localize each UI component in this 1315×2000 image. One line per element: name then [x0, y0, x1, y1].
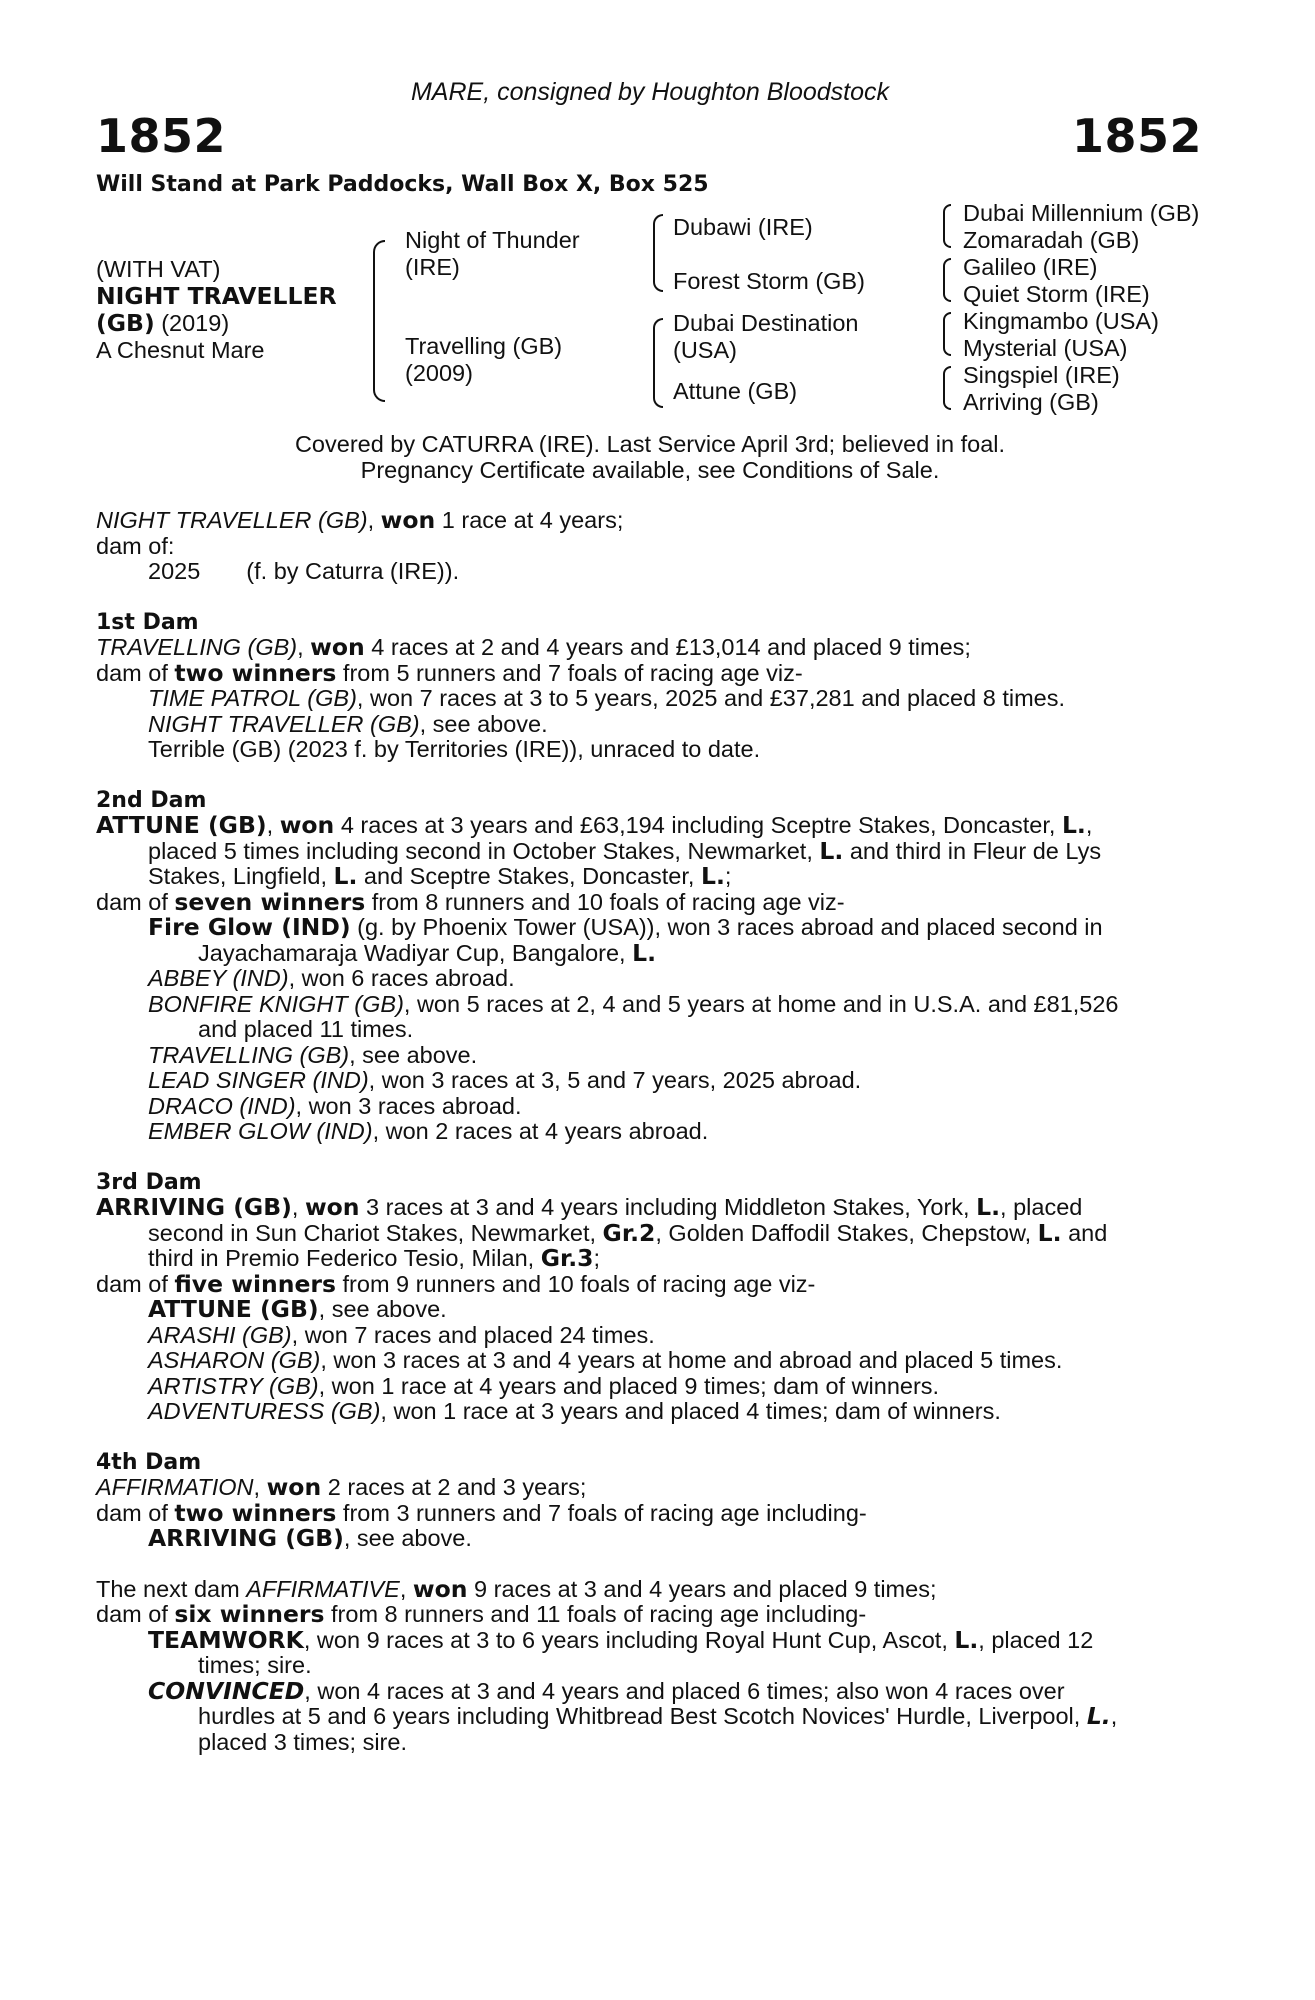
pedigree-g3-dds: Singspiel (IRE) — [963, 362, 1120, 388]
consignment-line: MARE, consigned by Houghton Bloodstock — [410, 78, 890, 106]
fourth-dam-section: 4th Dam AFFIRMATION, won 2 races at 2 and 3 years; dam of two winners from 3 runners and 7 foals of racing age including- ARRIVING (GB), see above. — [96, 1450, 1206, 1552]
pedigree-g3-sss: Dubai Millennium (GB) — [963, 200, 1200, 226]
second-dam-section: 2nd Dam ATTUNE (GB), won 4 races at 3 years and £63,194 including Sceptre Stakes, Doncaster, L., placed 5 times including second in October Stakes, Newmarket, L. and third in Fleur de Lys Stakes, Lingfield, L. and Sceptre Stakes, Doncaster, L.; dam of seven winners from 8 runners and 10 foals of racing age viz- Fire Glow (IND) (g. by Phoenix Tower (USA)), won 3 races abroad and placed second in Jayachamaraja Wadiyar Cup, Bangalore, L. ABBEY (IND), won 6 races abroad. BONFIRE KNIGHT (GB), won 5 races at 2, 4 and 5 years at home and in U.S.A. and £81,526 and placed 11 times. TRAVELLING (GB), see above. LEAD SINGER (IND), won 3 races at 3, 5 and 7 years, 2025 abroad. DRACO (IND), won 3 races abroad. EMBER GLOW (IND), won 2 races at 4 years abroad. — [96, 788, 1206, 1145]
pedigree-sire: Night of Thunder (IRE) — [405, 227, 580, 280]
stand-location: Will Stand at Park Paddocks, Wall Box X, Box 525 — [96, 172, 709, 197]
vat-label: (WITH VAT) — [96, 256, 221, 282]
pedigree-brace-g3-3 — [943, 312, 951, 356]
pedigree-g3-sds: Galileo (IRE) — [963, 254, 1098, 280]
pedigree-g3-sdd: Quiet Storm (IRE) — [963, 281, 1150, 307]
pedigree-brace-main — [373, 240, 385, 402]
pedigree-sire-dam: Forest Storm (GB) — [673, 268, 865, 294]
pedigree-brace-g3-1 — [943, 204, 951, 248]
pedigree-g3-ddd: Arriving (GB) — [963, 389, 1099, 415]
horse-identity — [96, 256, 337, 364]
horse-country-year: (GB) (2019) — [96, 309, 230, 337]
pedigree-brace-sire — [653, 214, 663, 292]
third-dam-section: 3rd Dam ARRIVING (GB), won 3 races at 3 and 4 years including Middleton Stakes, York, L., placed second in Sun Chariot Stakes, Newmarket, Gr.2, Golden Daffodil Stakes, Chepstow, L. and third in Premio Federico Tesio, Milan, Gr.3; dam of five winners from 9 runners and 10 foals of racing age viz- ATTUNE (GB), see above. ARASHI (GB), won 7 races and placed 24 times. ASHARON (GB), won 3 races at 3 and 4 years at home and abroad and placed 5 times. ARTISTRY (GB), won 1 race at 4 years and placed 9 times; dam of winners. ADVENTURESS (GB), won 1 race at 3 years and placed 4 times; dam of winners. — [96, 1170, 1206, 1425]
pedigree-dam-sire: Dubai Destination (USA) — [673, 310, 859, 363]
pedigree-brace-dam — [653, 318, 663, 408]
section-title: 4th Dam — [96, 1449, 202, 1475]
pedigree-g3-dsd: Mysterial (USA) — [963, 335, 1128, 361]
pedigree-dam: Travelling (GB) (2009) — [405, 333, 563, 386]
horse-name: NIGHT TRAVELLER — [96, 282, 337, 310]
section-title: 3rd Dam — [96, 1169, 202, 1195]
intro-section: NIGHT TRAVELLER (GB), won 1 race at 4 years; dam of: 2025 (f. by Caturra (IRE)). — [96, 506, 624, 584]
pedigree-brace-g3-4 — [943, 366, 951, 410]
next-dam-section: The next dam AFFIRMATIVE, won 9 races at 3 and 4 years and placed 9 times; dam of six winners from 8 runners and 11 foals of racing age including- TEAMWORK, won 9 races at 3 to 6 years including Royal Hunt Cup, Ascot, L., placed 12 times; sire. CONVINCED, won 4 races at 3 and 4 years and placed 6 times; also won 4 races over hurdles at 5 and 6 years including Whitbread Best Scotch Novices' Hurdle, Liverpool, L., placed 3 times; sire. — [96, 1574, 1118, 1755]
pedigree-sire-sire: Dubawi (IRE) — [673, 214, 813, 240]
section-title: 1st Dam — [96, 609, 199, 635]
pedigree-g3-dss: Kingmambo (USA) — [963, 308, 1159, 334]
pedigree-dam-dam: Attune (GB) — [673, 378, 798, 404]
horse-description: A Chesnut Mare — [96, 337, 265, 363]
lot-number-right: 1852 — [1071, 109, 1202, 163]
catalogue-body — [96, 508, 1206, 1755]
pedigree-g3-ssd: Zomaradah (GB) — [963, 227, 1140, 253]
covering-note: Covered by CATURRA (IRE). Last Service April 3rd; believed in foal. Pregnancy Certificate available, see Conditions of Sale. — [294, 431, 1006, 483]
section-title: 2nd Dam — [96, 787, 207, 813]
pedigree-brace-g3-2 — [943, 258, 951, 302]
lot-number-left: 1852 — [96, 109, 227, 163]
first-dam-section: 1st Dam TRAVELLING (GB), won 4 races at 2 and 4 years and £13,014 and placed 9 times; dam of two winners from 5 runners and 7 foals of racing age viz- TIME PATROL (GB), won 7 races at 3 to 5 years, 2025 and £37,281 and placed 8 times. NIGHT TRAVELLER (GB), see above. Terrible (GB) (2023 f. by Territories (IRE)), unraced to date. — [96, 610, 1206, 763]
